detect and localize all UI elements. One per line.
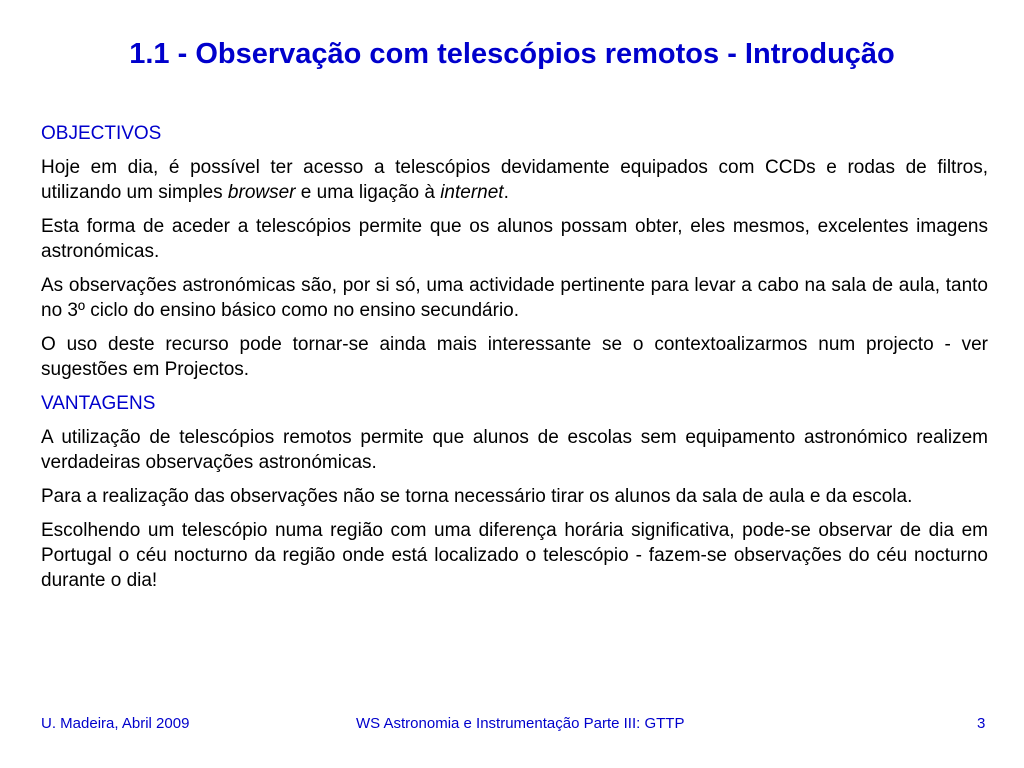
paragraph-access-text-3: .: [503, 182, 509, 203]
paragraph-images: Esta forma de aceder a telescópios permite que os alunos possam obter, eles mesmos, excelentes imagens astronómicas.: [41, 216, 988, 262]
paragraph-projects: O uso deste recurso pode tornar-se ainda mais interessante se o contextoalizarmos num projecto - ver sugestões em Projectos.: [41, 334, 988, 380]
footer-institution-date: U. Madeira, Abril 2009: [41, 715, 190, 732]
paragraph-classroom: As observações astronómicas são, por si só, uma actividade pertinente para levar a cabo na sala de aula, tanto no 3º ciclo do ensino básico como no ensino secundário.: [41, 275, 988, 321]
internet-term: internet: [440, 182, 504, 203]
footer-workshop-title: WS Astronomia e Instrumentação Parte III: GTTP: [356, 715, 685, 732]
paragraph-access: [41, 155, 988, 205]
browser-term: browser: [227, 182, 296, 203]
paragraph-no-travel: Para a realização das observações não se torna necessário tirar os alunos da sala de aula e da escola.: [41, 486, 913, 507]
paragraph-access-text-1: Hoje em dia, é possível ter acesso a telescópios devidamente equipados com CCDs e rodas de filtros, utilizando um simples: [41, 157, 988, 203]
paragraph-time-difference: Escolhendo um telescópio numa região com uma diferença horária significativa, pode-se observar de dia em Portugal o céu nocturno da região onde está localizado o telescópio - fazem-se observações do céu nocturno durante o dia!: [41, 520, 988, 591]
paragraph-access-text-2: e uma ligação à: [295, 182, 441, 203]
objectives-heading: OBJECTIVOS: [41, 123, 162, 144]
footer-page-number: 3: [977, 715, 986, 732]
slide-content: [41, 121, 988, 602]
advantages-heading: VANTAGENS: [41, 393, 156, 414]
slide-title: 1.1 - Observação com telescópios remotos - Introdução: [129, 38, 895, 70]
paragraph-schools: A utilização de telescópios remotos permite que alunos de escolas sem equipamento astronómico realizem verdadeiras observações astronómicas.: [41, 427, 988, 473]
